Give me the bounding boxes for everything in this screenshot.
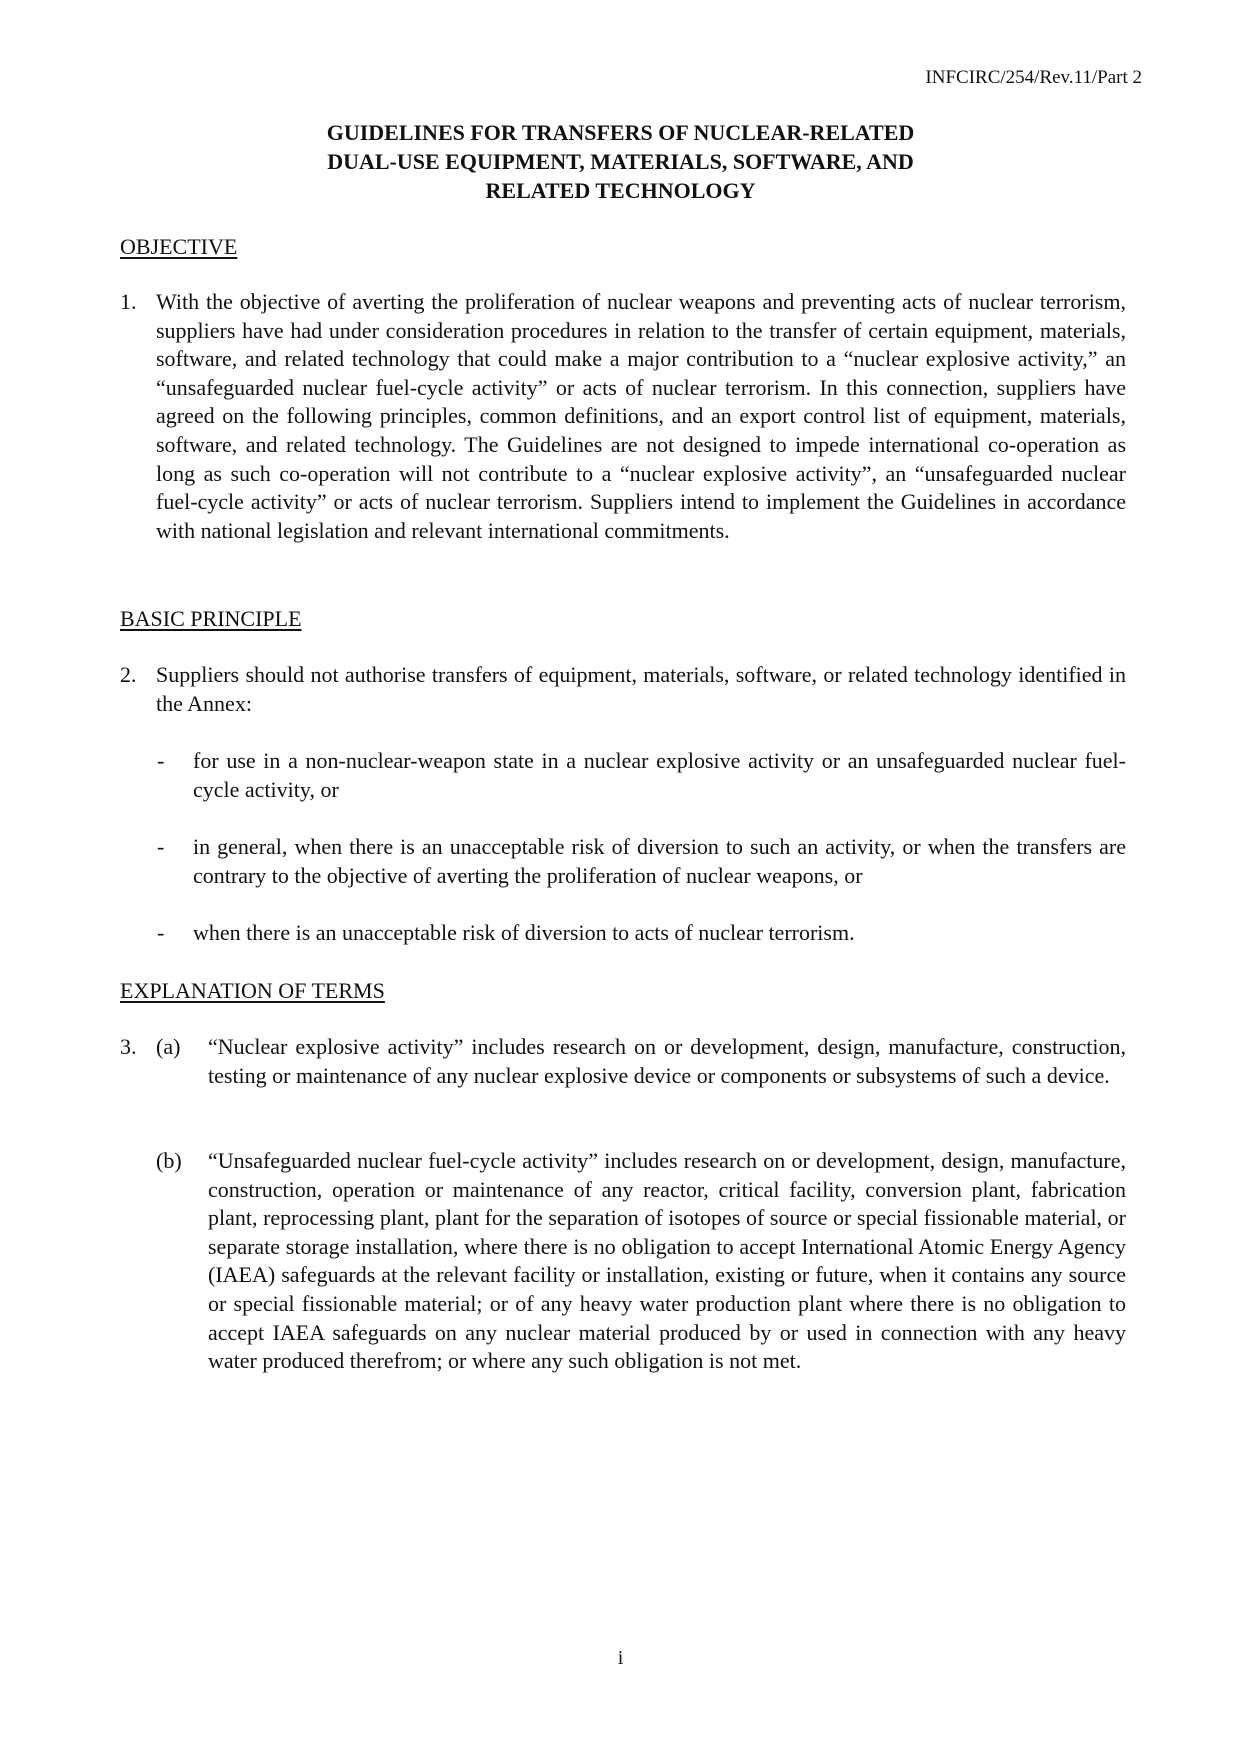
page-number: i — [617, 1647, 624, 1669]
title-line: GUIDELINES FOR TRANSFERS OF NUCLEAR-RELATED — [326, 120, 915, 145]
section-heading-explanation-of-terms: EXPLANATION OF TERMS — [120, 978, 385, 1003]
bullet-text: when there is an unacceptable risk of diversion to acts of nuclear terrorism. — [193, 920, 855, 945]
subitem-letter: (b) — [156, 1148, 182, 1173]
title-line: RELATED TECHNOLOGY — [485, 178, 756, 203]
bullet-marker: - — [157, 748, 165, 773]
title-line: DUAL-USE EQUIPMENT, MATERIALS, SOFTWARE, AND — [327, 149, 914, 174]
paragraph-text: Suppliers should not authorise transfers of equipment, materials, software, or related technology identified in the Annex: — [156, 662, 1126, 716]
bullet-item — [157, 747, 1126, 804]
paragraph-number: 1. — [120, 289, 137, 314]
paragraph-2 — [120, 661, 1126, 718]
bullet-item — [157, 833, 1126, 890]
definition-a — [120, 1033, 1126, 1090]
document-title — [0, 118, 1241, 205]
bullet-marker: - — [157, 834, 165, 859]
bullet-marker: - — [157, 920, 165, 945]
document-reference: INFCIRC/254/Rev.11/Part 2 — [925, 67, 1142, 88]
section-heading-objective: OBJECTIVE — [120, 234, 238, 259]
paragraph-number: 2. — [120, 662, 137, 687]
definition-text: “Nuclear explosive activity” includes research on or development, design, manufacture, construction, testing or maintenance of any nuclear explosive device or components or subsystems of such a device. — [208, 1034, 1126, 1088]
paragraph-number: 3. — [120, 1034, 137, 1059]
subitem-letter: (a) — [156, 1034, 181, 1059]
bullet-text: in general, when there is an unacceptable risk of diversion to such an activity, or when the transfers are contrary to the objective of averting the proliferation of nuclear weapons, or — [193, 834, 1126, 888]
paragraph-text: With the objective of averting the proliferation of nuclear weapons and preventing acts of nuclear terrorism, suppliers have had under consideration procedures in relation to the transfer of certain equipment, materials, software, and related technology that could make a major contribution to a “nuclear explosive activity,” an “unsafeguarded nuclear fuel-cycle activity” or acts of nuclear terrorism. In this connection, suppliers have agreed on the following principles, common definitions, and an export control list of equipment, materials, software, and related technology. The Guidelines are not designed to impede international co-operation as long as such co-operation will not contribute to a “nuclear explosive activity”, an “unsafeguarded nuclear fuel-cycle activity” or acts of nuclear terrorism. Suppliers intend to implement the Guidelines in accordance with national legislation and relevant international commitments. — [156, 289, 1126, 543]
definition-b — [156, 1147, 1126, 1376]
definition-text: “Unsafeguarded nuclear fuel-cycle activity” includes research on or development, design, manufacture, construction, operation or maintenance of any reactor, critical facility, conversion plant, fabrication plant, reprocessing plant, plant for the separation of isotopes of source or special fissionable material, or separate storage installation, where there is no obligation to accept International Atomic Energy Agency (IAEA) safeguards at the relevant facility or installation, existing or future, when it contains any source or special fissionable material; or of any heavy water production plant where there is no obligation to accept IAEA safeguards on any nuclear material produced by or used in connection with any heavy water produced therefrom; or where any such obligation is not met. — [208, 1148, 1126, 1374]
paragraph-1 — [120, 288, 1126, 545]
section-heading-basic-principle: BASIC PRINCIPLE — [120, 606, 302, 631]
bullet-text: for use in a non-nuclear-weapon state in a nuclear explosive activity or an unsafeguarded nuclear fuel-cycle activity, or — [193, 748, 1126, 802]
bullet-item — [157, 919, 1126, 948]
